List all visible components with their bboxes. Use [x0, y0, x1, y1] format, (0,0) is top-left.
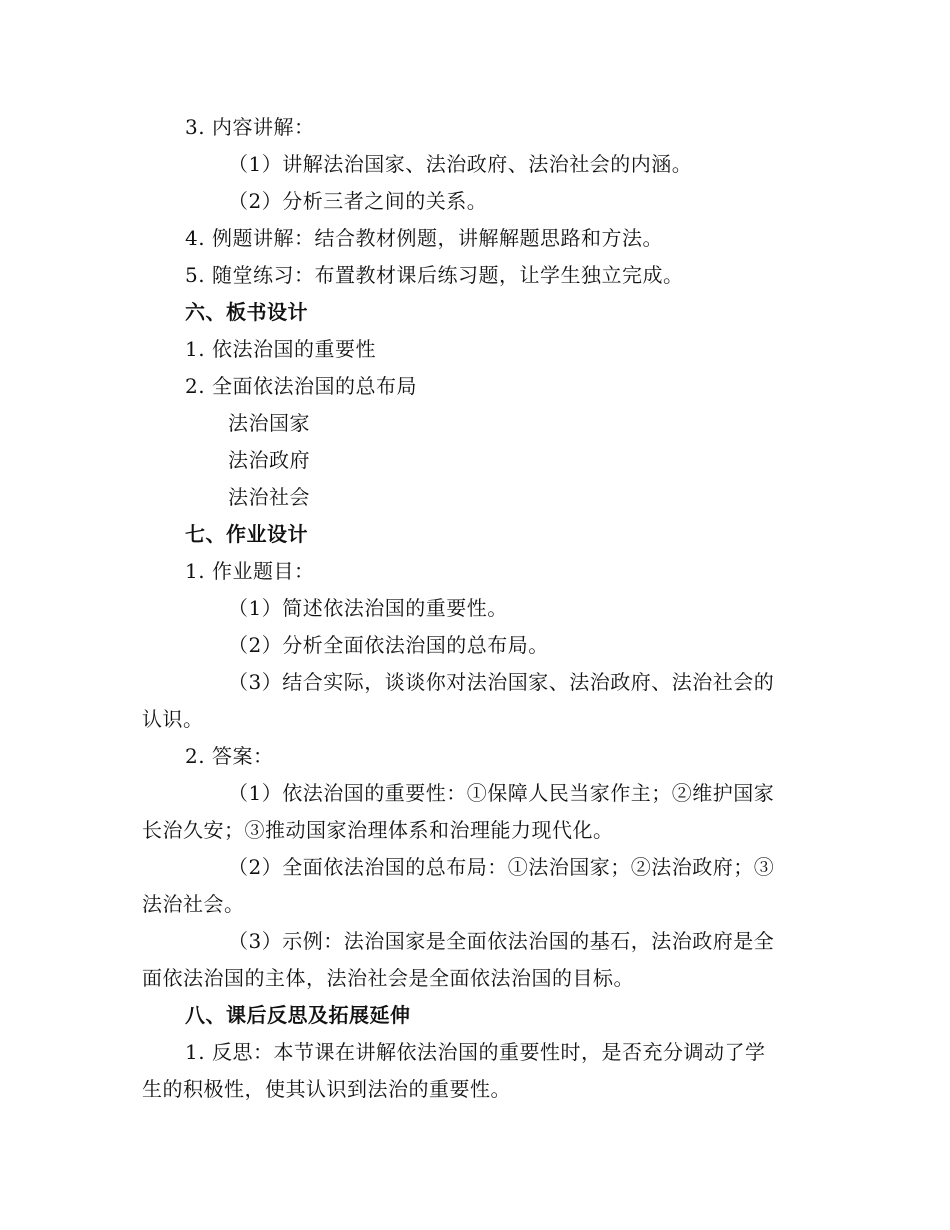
step-3-content-explanation: 3. 内容讲解： — [185, 115, 315, 139]
board-sub-2: 法治政府 — [228, 448, 310, 472]
board-item-2: 2. 全面依法治国的总布局 — [185, 374, 417, 398]
homework-questions-label: 1. 作业题目： — [185, 559, 315, 583]
section-heading-7: 七、作业设计 — [185, 522, 308, 546]
board-sub-3: 法治社会 — [228, 485, 310, 509]
reflection-line-1: 1. 反思：本节课在讲解依法治国的重要性时，是否充分调动了学 — [185, 1040, 766, 1064]
question-2: （2）分析全面依法治国的总布局。 — [228, 633, 549, 657]
sub-item-2: （2）分析三者之间的关系。 — [228, 189, 488, 213]
question-1: （1）简述依法治国的重要性。 — [228, 596, 508, 620]
question-3-line-1: （3）结合实际，谈谈你对法治国家、法治政府、法治社会的 — [228, 670, 775, 694]
section-heading-6: 六、板书设计 — [185, 300, 308, 324]
answer-1-line-2: 长治久安；③推动国家治理体系和治理能力现代化。 — [142, 818, 614, 842]
answer-2-line-2: 法治社会。 — [142, 892, 245, 916]
question-3-line-2: 认识。 — [142, 707, 204, 731]
step-5-practice: 5. 随堂练习：布置教材课后练习题，让学生独立完成。 — [185, 263, 684, 287]
step-4-example: 4. 例题讲解：结合教材例题，讲解解题思路和方法。 — [185, 226, 663, 250]
answer-1-line-1: （1）依法治国的重要性：①保障人民当家作主；②维护国家 — [228, 781, 775, 805]
answer-3-line-1: （3）示例：法治国家是全面依法治国的基石，法治政府是全 — [228, 929, 775, 953]
answer-2-line-1: （2）全面依法治国的总布局：①法治国家；②法治政府；③ — [228, 855, 775, 879]
answer-3-line-2: 面依法治国的主体，法治社会是全面依法治国的目标。 — [142, 966, 634, 990]
section-heading-8: 八、课后反思及拓展延伸 — [185, 1003, 411, 1027]
reflection-line-2: 生的积极性，使其认识到法治的重要性。 — [142, 1077, 511, 1101]
sub-item-1: （1）讲解法治国家、法治政府、法治社会的内涵。 — [228, 152, 693, 176]
board-item-1: 1. 依法治国的重要性 — [185, 337, 376, 361]
answers-label: 2. 答案： — [185, 744, 274, 768]
board-sub-1: 法治国家 — [228, 411, 310, 435]
